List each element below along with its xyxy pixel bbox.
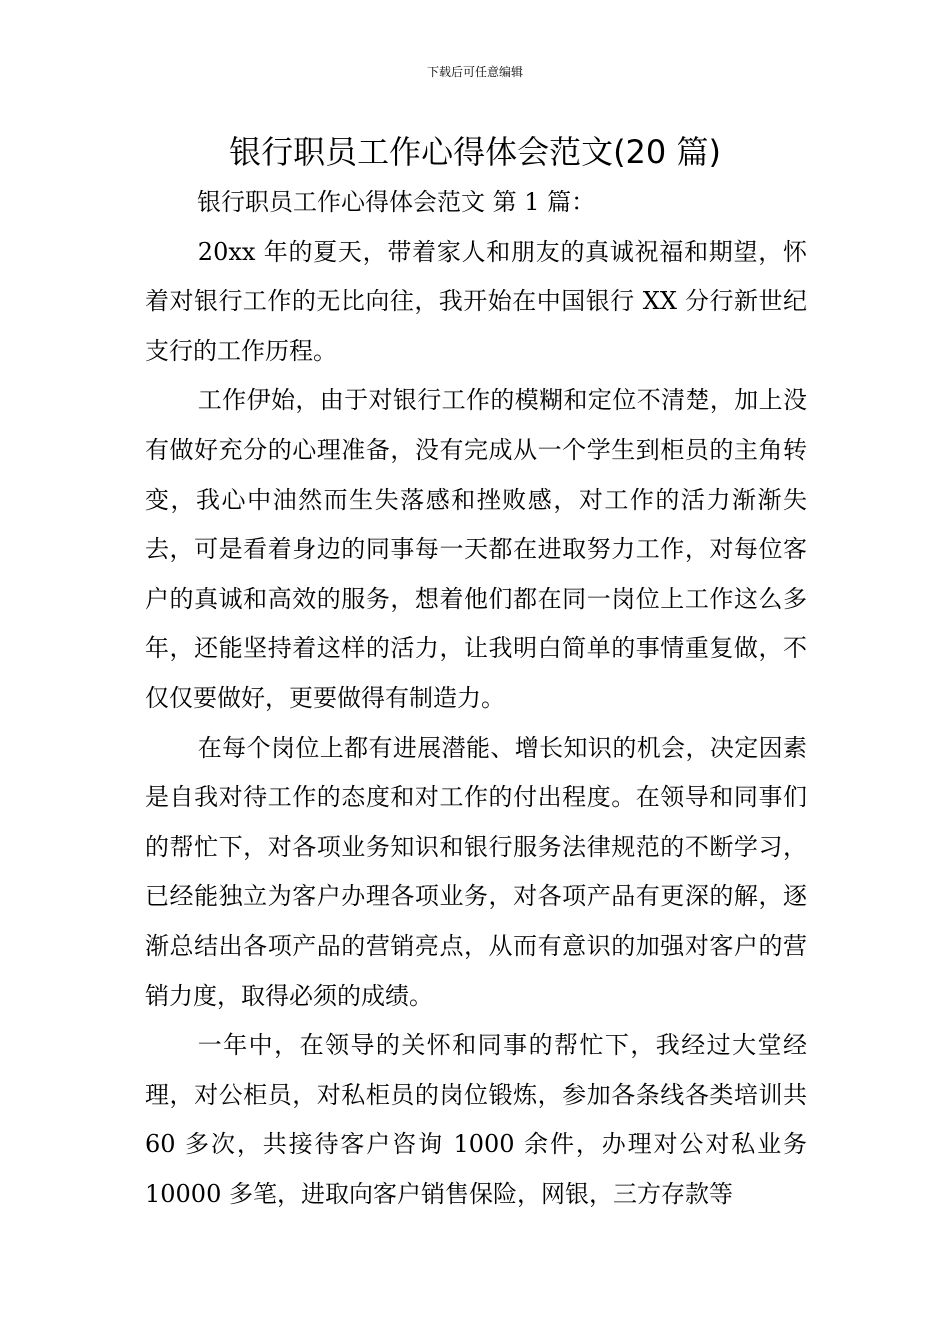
paragraph-3: 在每个岗位上都有进展潜能、增长知识的机会，决定因素是自我对待工作的态度和对工作的付出程度。在领导和同事们的帮忙下，对各项业务知识和银行服务法律规范的不断学习，已经能独立为客户办理各项业务，对各项产品有更深的解，逐渐总结出各项产品的营销亮点，从而有意识的加强对客户的营销力度，取得必须的成绩。	[145, 733, 807, 1010]
document-title: 银行职员工作心得体会范文(20 篇)	[229, 133, 721, 171]
paragraph-2: 工作伊始，由于对银行工作的模糊和定位不清楚，加上没有做好充分的心理准备，没有完成从一个学生到柜员的主角转变，我心中油然而生失落感和挫败感，对工作的活力渐渐失去，可是看着身边的同事每一天都在进取努力工作，对每位客户的真诚和高效的服务，想着他们都在同一岗位上工作这么多年，还能坚持着这样的活力，让我明白简单的事情重复做，不仅仅要做好，更要做得有制造力。	[145, 386, 807, 712]
header-note: 下载后可任意编辑	[426, 65, 523, 79]
section-heading: 银行职员工作心得体会范文 第 1 篇：	[197, 188, 596, 216]
paragraph-4: 一年中，在领导的关怀和同事的帮忙下，我经过大堂经理，对公柜员，对私柜员的岗位锻炼，参加各条线各类培训共 60 多次，共接待客户咨询 1000 余件，办理对公对私业务 10000 多笔，进取向客户销售保险，网银，三方存款等	[145, 1031, 807, 1208]
paragraph-1: 20xx 年的夏天，带着家人和朋友的真诚祝福和期望，怀着对银行工作的无比向往，我开始在中国银行 XX 分行新世纪支行的工作历程。	[145, 237, 807, 365]
document-body	[145, 178, 807, 1219]
